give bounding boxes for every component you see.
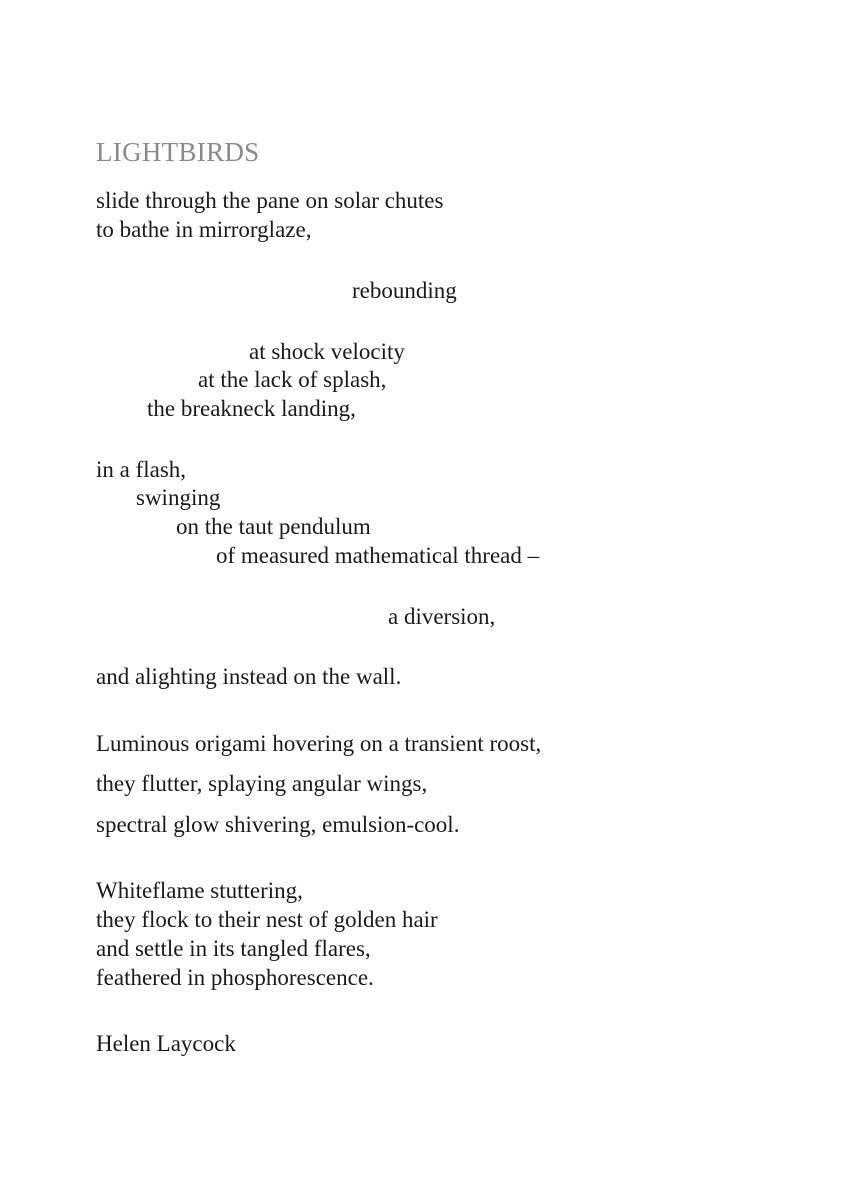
poem-line: Luminous origami hovering on a transient roost,	[96, 731, 542, 756]
poem-author: Helen Laycock	[96, 1031, 236, 1056]
poem-line: rebounding	[352, 278, 457, 303]
poem-line: they flutter, splaying angular wings,	[96, 771, 428, 796]
poem-line: the breakneck landing,	[147, 396, 356, 421]
poem-title: LIGHTBIRDS	[96, 137, 260, 167]
poem-line: and alighting instead on the wall.	[96, 664, 402, 689]
poem-line: swinging	[136, 485, 221, 510]
poem-line: feathered in phosphorescence.	[96, 965, 374, 990]
poem-line: to bathe in mirrorglaze,	[96, 217, 312, 242]
poem-line: a diversion,	[388, 604, 496, 629]
poem-line: and settle in its tangled flares,	[96, 936, 371, 961]
poem-line: Whiteflame stuttering,	[96, 878, 303, 903]
poem-line: in a flash,	[96, 457, 187, 482]
poem-line: of measured mathematical thread –	[216, 543, 540, 568]
poem-line: at the lack of splash,	[198, 367, 387, 392]
poem-line: they flock to their nest of golden hair	[96, 907, 438, 932]
poem-line: on the taut pendulum	[176, 514, 371, 539]
poem-line: at shock velocity	[249, 339, 405, 364]
poem-line: spectral glow shivering, emulsion-cool.	[96, 812, 460, 837]
poem-line: slide through the pane on solar chutes	[96, 188, 444, 213]
